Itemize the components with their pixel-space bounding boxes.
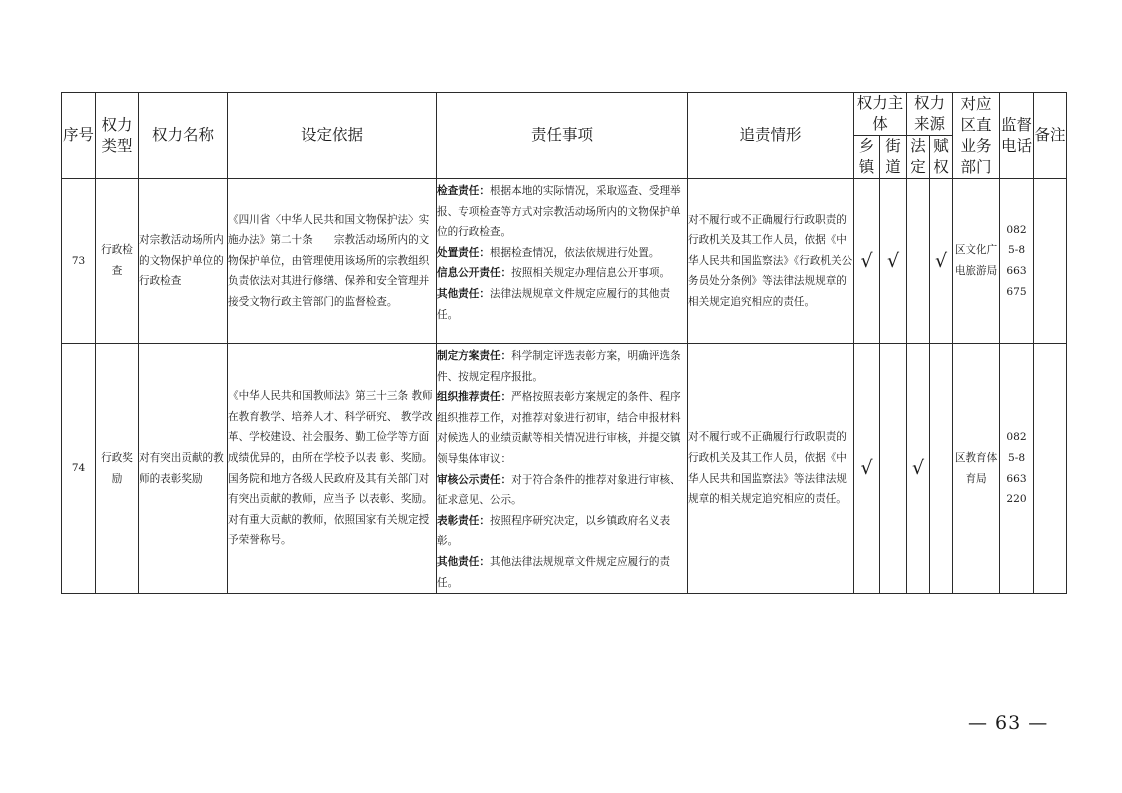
- header-remark: 备注: [1034, 93, 1067, 179]
- row-basis: 《四川省〈中华人民共和国文物保护法〉实施办法》第二十条 宗教活动场所内的文物保护单位，由管理使用该场所的宗教组织负责依法对其进行修缮、保养和安全管理并接受文物行政主管部门的监督检查。: [228, 179, 437, 344]
- row-name: 对有突出贡献的教师的表彰奖励: [139, 344, 228, 594]
- header-subject: 权力主体: [854, 93, 907, 136]
- check-mark-street: [880, 344, 907, 594]
- row-seq: 74: [62, 344, 96, 594]
- responsibility-item: 审核公示责任：对于符合条件的推荐对象进行审核、征求意见、公示。: [437, 473, 681, 507]
- responsibility-item: 其他责任：法律法规规章文件规定应履行的其他责任。: [437, 287, 671, 321]
- row-accountability: 对不履行或不正确履行行政职责的行政机关及其工作人员，依据《中华人民共和国监察法》等法律法规规章的相关规定追究相应的责任。: [688, 344, 854, 594]
- check-mark-town: √: [854, 344, 880, 594]
- header-dept: 对应区直业务部门: [953, 93, 1000, 179]
- check-mark-granted: √: [930, 179, 953, 344]
- check-mark-town: √: [854, 179, 880, 344]
- row-seq: 73: [62, 179, 96, 344]
- table-row: [62, 344, 1067, 594]
- responsibility-item: 表彰责任：按照程序研究决定，以乡镇政府名义表彰。: [437, 514, 671, 548]
- row-phone: 082 5-8 663 675: [1000, 179, 1034, 344]
- header-responsibilities: 责任事项: [437, 93, 688, 179]
- row-responsibilities: [437, 344, 688, 594]
- header-type: 权力类型: [96, 93, 139, 179]
- row-basis: 《中华人民共和国教师法》第三十三条 教师在教育教学、培养人才、科学研究、 教学改革、学校建设、社会服务、勤工俭学等方面成绩优异的，由所在学校予以表 彰、奖励。国务院和地方各级人民政府及其有关部门对有突出贡献的教师，应当予 以表彰、奖励。对有重大贡献的教师，依照国家有关规定授予荣誉称号。: [228, 344, 437, 594]
- row-type: 行政检查: [96, 179, 139, 344]
- power-list-table: [61, 92, 1067, 594]
- responsibility-item: 其他责任：其他法律法规规章文件规定应履行的责任。: [437, 555, 671, 589]
- header-source: 权力来源: [907, 93, 953, 136]
- row-phone: 082 5-8 663 220: [1000, 344, 1034, 594]
- check-mark-legal: [907, 179, 930, 344]
- row-name: 对宗教活动场所内的文物保护单位的行政检查: [139, 179, 228, 344]
- row-responsibilities: [437, 179, 688, 344]
- header-subject-town: 乡镇: [854, 136, 880, 179]
- header-subject-street: 街道: [880, 136, 907, 179]
- row-dept: 区教育体育局: [953, 344, 1000, 594]
- table-header: [62, 93, 1067, 179]
- header-name: 权力名称: [139, 93, 228, 179]
- header-source-legal: 法定: [907, 136, 930, 179]
- row-remark: [1034, 179, 1067, 344]
- check-mark-legal: √: [907, 344, 930, 594]
- header-accountability: 追责情形: [688, 93, 854, 179]
- header-seq: 序号: [62, 93, 96, 179]
- table-row: [62, 179, 1067, 344]
- check-mark-granted: [930, 344, 953, 594]
- row-dept: 区文化广电旅游局: [953, 179, 1000, 344]
- row-type: 行政奖励: [96, 344, 139, 594]
- responsibility-item: 处置责任：根据检查情况，依法依规进行处置。: [437, 246, 660, 259]
- header-basis: 设定依据: [228, 93, 437, 179]
- row-remark: [1034, 344, 1067, 594]
- header-phone: 监督电话: [1000, 93, 1034, 179]
- header-source-granted: 赋权: [930, 136, 953, 179]
- row-accountability: 对不履行或不正确履行行政职责的行政机关及其工作人员，依据《中华人民共和国监察法》《行政机关公务员处分条例》等法律法规规章的相关规定追究相应的责任。: [688, 179, 854, 344]
- responsibility-item: 制定方案责任：科学制定评选表彰方案，明确评选条件、按规定程序报批。: [437, 350, 681, 383]
- responsibility-item: 组织推荐责任：严格按照表彰方案规定的条件、程序组织推荐工作，对推荐对象进行初审，结合申报材料对候选人的业绩贡献等相关情况进行审核，并提交镇领导集体审议：: [437, 391, 681, 465]
- responsibility-item: 信息公开责任：按照相关规定办理信息公开事项。: [437, 267, 671, 280]
- responsibility-item: 检查责任：根据本地的实际情况，采取巡查、受理举报、专项检查等方式对宗教活动场所内的文物保护单位的行政检查。: [437, 185, 681, 239]
- check-mark-street: √: [880, 179, 907, 344]
- page-number: — 63 —: [968, 712, 1049, 734]
